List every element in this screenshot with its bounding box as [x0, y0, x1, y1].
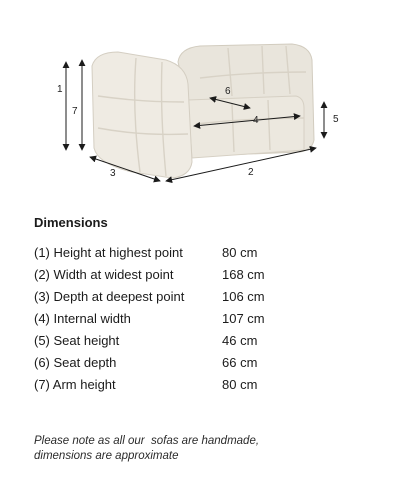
callout-2: 2	[248, 167, 254, 178]
note-line-2: dimensions are approximate	[34, 450, 179, 462]
dimension-value: 80 cm	[222, 245, 258, 260]
dimension-value: 107 cm	[222, 311, 265, 326]
callout-1: 1	[57, 84, 63, 95]
dimension-value: 106 cm	[222, 289, 265, 304]
dimension-row	[34, 353, 354, 373]
dimension-label: (5) Seat height	[34, 333, 120, 348]
callout-5: 5	[333, 114, 339, 125]
dimension-row	[34, 287, 354, 307]
sofa-illustration	[92, 44, 314, 178]
dimension-row	[34, 309, 354, 329]
dimension-value: 168 cm	[222, 267, 265, 282]
handmade-note	[34, 434, 374, 464]
dimension-label: (2) Width at widest point	[34, 267, 174, 282]
dimension-row	[34, 265, 354, 285]
dimension-value: 80 cm	[222, 377, 258, 392]
sofa-dimension-diagram	[0, 0, 400, 200]
dimension-label: (1) Height at highest point	[34, 245, 183, 260]
dimension-value: 66 cm	[222, 355, 258, 370]
dimension-label: (3) Depth at deepest point	[34, 289, 185, 304]
callout-7: 7	[72, 106, 78, 117]
dimension-row	[34, 375, 354, 395]
dimension-label: (4) Internal width	[34, 311, 131, 326]
dimensions-heading: Dimensions	[34, 215, 108, 230]
dimension-label: (7) Arm height	[34, 377, 116, 392]
callout-4: 4	[253, 115, 259, 126]
dimension-value: 46 cm	[222, 333, 258, 348]
dimension-row	[34, 331, 354, 351]
callout-6: 6	[225, 86, 231, 97]
note-line-1: Please note as all our sofas are handmade,	[34, 435, 260, 447]
dimension-label: (6) Seat depth	[34, 355, 117, 370]
callout-3: 3	[110, 168, 116, 179]
dimension-row	[34, 243, 354, 263]
